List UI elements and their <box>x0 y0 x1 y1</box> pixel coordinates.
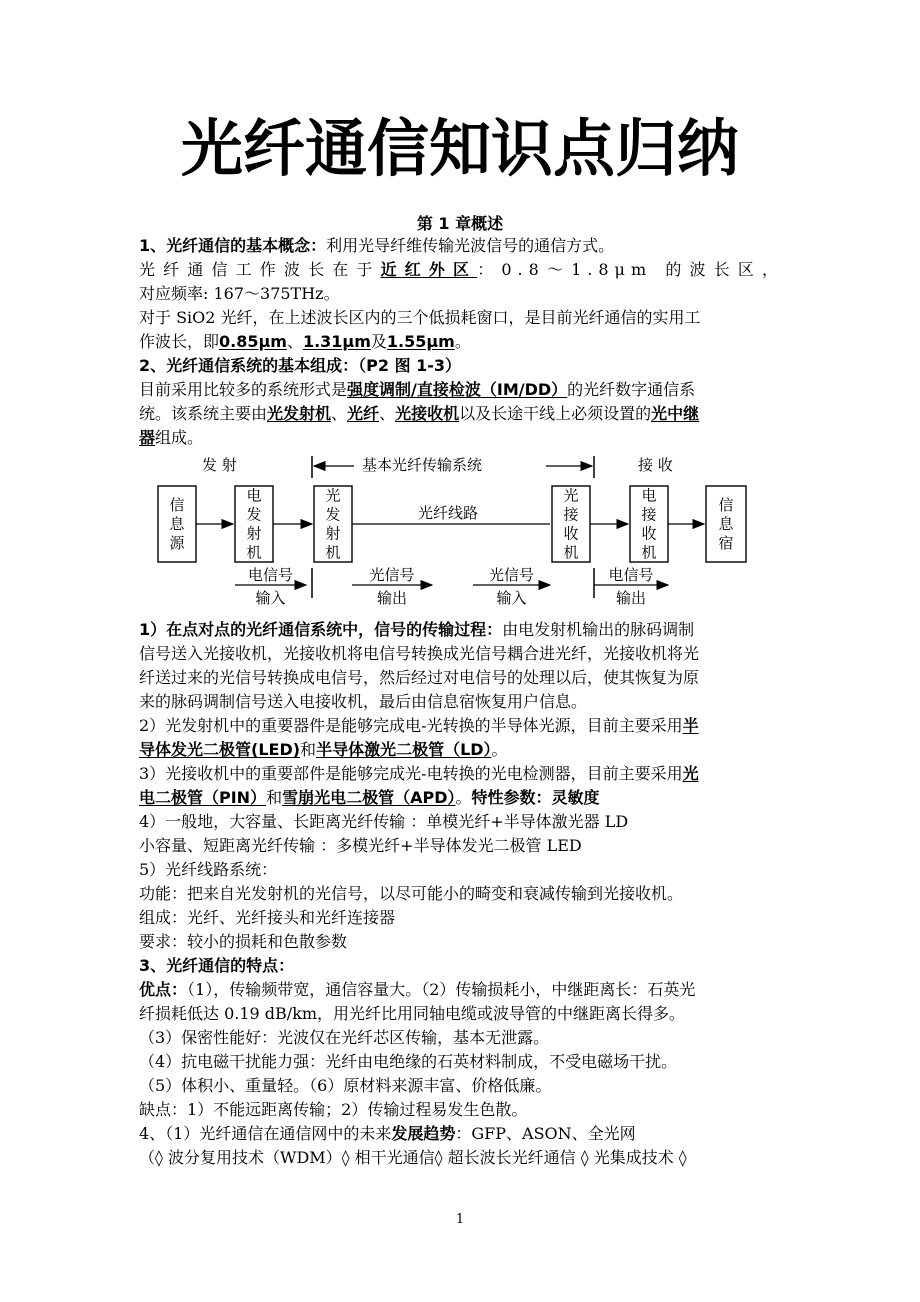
para-1-line-3: 纤送过来的光信号转换成电信号，然后经过对电信号的处理以后，使其恢复为原 <box>139 668 700 687</box>
section-1-heading: 1、光纤通信的基本概念： <box>139 236 327 255</box>
section-1-line-3: 对应频率: 167～375THz。 <box>139 284 340 303</box>
box-label-char: 息 <box>169 515 185 533</box>
box-label-char: 信 <box>169 496 185 514</box>
section-3-line-5: （5）体积小、重量轻。（6）原材料来源丰富、价格低廉。 <box>139 1076 552 1095</box>
box-label-char: 发 <box>246 505 262 524</box>
para-5-line-3: 组成：光纤、光纤接头和光纤连接器 <box>139 908 396 927</box>
box-label-char: 源 <box>169 534 185 552</box>
box-label-char: 发 <box>325 505 341 524</box>
section-2-heading: 2、光纤通信系统的基本组成：（P2 图 1-3） <box>139 356 462 375</box>
section-3-line-1: 优点：（1），传输频带宽，通信容量大。（2）传输损耗小，中继距离长：石英光 <box>139 980 696 999</box>
box-label-char: 信 <box>718 496 734 514</box>
near-infrared-term: 近红外区 <box>380 260 478 279</box>
section-4-line-1: 4、（1）光纤通信在通信网中的未来发展趋势：GFP、ASON、全光网 <box>139 1124 636 1143</box>
para-5-line-4: 要求：较小的损耗和色散参数 <box>139 932 348 951</box>
io-signal-label: 光信号 <box>488 566 535 584</box>
section-3-line-3: （3）保密性能好：光波仅在光纤芯区传输，基本无泄露。 <box>139 1028 550 1047</box>
section-1-line-5: 作波长，即0.85μm、1.31μm及1.55μm。 <box>139 332 471 351</box>
label-rx: 接 收 <box>638 456 673 474</box>
para-2-line-2: 导体发光二极管(LED)和半导体激光二极管（LD）。 <box>139 740 508 759</box>
para-3-line-1: 3）光接收机中的重要部件是能够完成光-电转换的光电检测器，目前主要采用光 <box>139 764 699 783</box>
chapter-heading: 第 1 章概述 <box>416 214 504 233</box>
para-1-line-2: 信号送入光接收机，光接收机将电信号转换成光信号耦合进光纤，光接收机将光 <box>139 644 700 663</box>
io-direction-label: 输入 <box>255 589 286 607</box>
box-label-char: 机 <box>641 543 657 562</box>
box-label-char: 射 <box>325 524 341 543</box>
io-signal-label: 光信号 <box>369 566 415 584</box>
box-label-char: 机 <box>325 543 341 562</box>
label-basic-system: 基本光纤传输系统 <box>362 456 483 474</box>
box-label-char: 收 <box>641 524 657 543</box>
section-2-line-3: 器组成。 <box>139 428 204 447</box>
para-2-line-1: 2）光发射机中的重要器件是能够完成电-光转换的半导体光源，目前主要采用半 <box>139 716 699 735</box>
para-5-line-1: 5）光纤线路系统： <box>139 860 278 879</box>
section-1-line-4: 对于 SiO2 光纤，在上述波长区内的三个低损耗窗口，是目前光纤通信的实用工 <box>139 308 701 327</box>
para-4-line-1: 4）一般地，大容量、长距离光纤传输 ：单模光纤+半导体激光器 LD <box>139 812 629 831</box>
box-label-char: 收 <box>563 524 579 543</box>
para-3-line-2: 电二极管（PIN）和雪崩光电二极管（APD）。特性参数：灵敏度 <box>139 788 600 807</box>
label-fiber-line: 光纤线路 <box>418 504 479 522</box>
box-label-char: 息 <box>718 515 734 533</box>
wavelength-155: 1.55μm <box>386 332 455 351</box>
section-2-line-2: 统。该系统主要由光发射机、光纤、光接收机以及长途干线上必须设置的光中继 <box>139 404 700 423</box>
box-label-char: 接 <box>641 505 657 524</box>
section-2-line-1: 目前采用比较多的系统形式是强度调制/直接检波（IM/DD）的光纤数字通信系 <box>139 380 696 399</box>
io-signal-label: 电信号 <box>247 566 294 584</box>
box-label-char: 光 <box>325 486 341 505</box>
box-label-char: 接 <box>563 505 579 524</box>
box-label-char: 机 <box>563 543 579 562</box>
page-number: 1 <box>455 1212 465 1227</box>
section-3-line-4: （4）抗电磁干扰能力强：光纤由电绝缘的石英材料制成，不受电磁场干扰。 <box>139 1052 678 1071</box>
io-direction-label: 输出 <box>615 589 647 607</box>
io-signal-label: 电信号 <box>608 566 654 584</box>
box-label-char: 射 <box>246 524 262 543</box>
section-4-line-2: （◊ 波分复用技术（WDM）◊ 相干光通信◊ 超长波长光纤通信 ◊ 光集成技术 ◊ <box>139 1148 687 1167</box>
para-1-line-4: 来的脉码调制信号送入电接收机，最后由信息宿恢复用户信息。 <box>139 692 588 711</box>
system-diagram <box>140 452 790 612</box>
box-label-char: 电 <box>641 486 657 505</box>
box-label-char: 电 <box>246 486 262 505</box>
label-transmit: 发 射 <box>202 456 237 474</box>
para-4-line-2: 小容量、短距离光纤传输 ：多模光纤+半导体发光二极管 LED <box>139 836 582 855</box>
wavelength-131: 1.31μm <box>302 332 371 351</box>
para-1-line-1: 1）在点对点的光纤通信系统中，信号的传输过程：由电发射机输出的脉码调制 <box>139 620 695 639</box>
io-direction-label: 输出 <box>376 589 408 607</box>
io-direction-label: 输入 <box>496 589 527 607</box>
box-label-char: 宿 <box>718 534 734 552</box>
document-title: 光纤通信知识点归纳 <box>180 112 739 185</box>
box-label-char: 机 <box>246 543 262 562</box>
section-3-line-6: 缺点：1）不能远距离传输；2）传输过程易发生色散。 <box>139 1100 528 1119</box>
section-3-heading: 3、光纤通信的特点： <box>139 956 295 975</box>
section-3-line-2: 纤损耗低达 0.19 dB/km，用光纤比用同轴电缆或波导管的中继距离长得多。 <box>139 1004 686 1023</box>
para-5-line-2: 功能：把来自光发射机的光信号，以尽可能小的畸变和衰减传输到光接收机。 <box>139 884 684 903</box>
box-label-char: 光 <box>563 486 579 505</box>
wavelength-085: 0.85μm <box>219 332 287 351</box>
section-1-line-1: 1、光纤通信的基本概念：利用光导纤维传输光波信号的通信方式。 <box>139 236 615 255</box>
section-1-line-2: 光纤通信工作波长在于近红外区：0.8～1.8μm 的波长区， <box>139 260 784 279</box>
